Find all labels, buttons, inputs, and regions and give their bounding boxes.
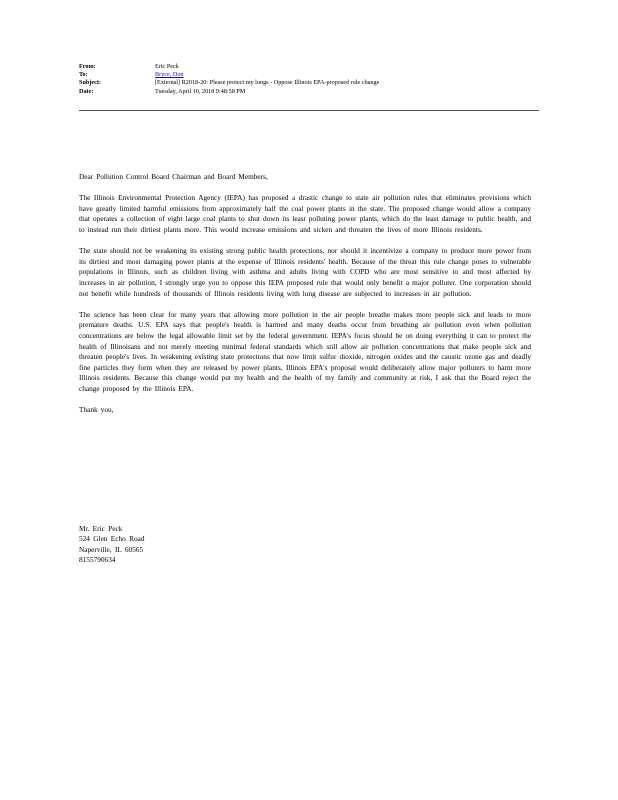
subject-row [79,79,539,87]
signature-street: 524 Glen Echo Road [79,534,145,544]
subject-label: Subject: [79,79,101,87]
to-recipient-link[interactable]: Bryce, Don [155,71,184,79]
paragraph-1: The Illinois Environmental Protection Agency (IEPA) has proposed a drastic change to state air pollution rules that eliminates provisions which have greatly limited harmful emissions from approximately half the coal power plants in the state. The proposed change would allow a company that operates a collection of eight large coal plants to shut down its least polluting power plants, which do the least damage to public health, and to instead run their dirtiest plants more. This would increase emissions and sicken and threaten the lives of more Illinois residents. [79,193,531,234]
from-value: Eric Peck [155,63,179,70]
date-row [79,88,539,96]
signature-block [79,524,145,566]
date-value: Tuesday, April 10, 2018 9:48:58 PM [155,87,246,95]
letter-body [79,172,531,426]
subject-value: [External] R2018-20: Please protect my lungs - Oppose Illinois EPA-proposed rule change [155,79,380,87]
email-header [79,63,539,96]
closing: Thank you, [79,405,114,415]
to-row [79,71,539,79]
from-label: From: [79,63,96,70]
signature-phone: 8155790634 [79,555,116,565]
paragraph-2: The state should not be weakening its existing strong public health protections, nor should it incentivize a company to produce more power from its dirtiest and most damaging power plants at the expense of Illinois residents' health. Because of the threat this rule change poses to vulnerable populations in Illinois, such as children living with asthma and adults living with COPD who are most sensitive to and most affected by increases in air pollution, I strongly urge you to oppose this IEPA proposed rule that would only benefit a major polluter. One corporation should not benefit while hundreds of thousands of Illinois residents living with lung disease are subjected to increases in air pollution. [79,246,531,298]
signature-name: Mr. Eric Peck [79,524,123,533]
date-label: Date: [79,87,94,95]
from-row [79,63,539,71]
salutation: Dear Pollution Control Board Chairman and Board Members, [79,172,268,181]
header-divider [79,110,539,111]
to-label: To: [79,71,88,79]
paragraph-3: The science has been clear for many years that allowing more pollution in the air people breathe makes more people sick and leads to more premature deaths. U.S. EPA says that people's health is harmed and many deaths occur from breathing air pollution even when pollution concentrations are below the legal allowable limit set by the federal government. IEPA's focus should be on doing everything it can to protect the health of Illinoisans and not merely meeting minimal federal standards which still allow air pollution concentrations that make people sick and threaten people's lives. In weakening existing state protections that now limit sulfur dioxide, nitrogen oxides and the caustic ozone gas and deadly fine particles they form when they are released by power plants, Illinois EPA's proposal would deliberately allow major polluters to harm more Illinois residents. Because this change would put my health and the health of my family and community at risk, I ask that the Board reject the change proposed by the Illinois EPA. [79,309,531,393]
signature-city: Naperville, IL 60565 [79,544,144,554]
